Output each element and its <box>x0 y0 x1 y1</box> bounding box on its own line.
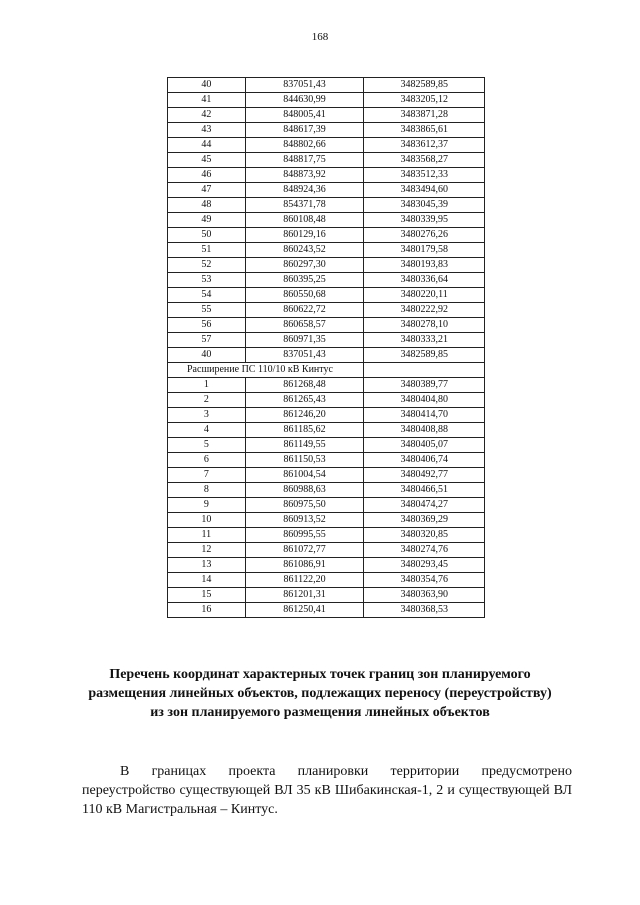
x-coordinate-cell: 861072,77 <box>245 543 364 558</box>
table-row <box>168 93 485 108</box>
table-row <box>168 573 485 588</box>
section-label: Расширение ПС 110/10 кВ Кинтус <box>168 363 364 378</box>
table-row <box>168 588 485 603</box>
x-coordinate-cell: 861150,53 <box>245 453 364 468</box>
point-number-cell: 54 <box>168 288 246 303</box>
y-coordinate-cell: 3480320,85 <box>364 528 485 543</box>
point-number-cell: 56 <box>168 318 246 333</box>
y-coordinate-cell: 3480474,27 <box>364 498 485 513</box>
table-row <box>168 123 485 138</box>
y-coordinate-cell: 3483045,39 <box>364 198 485 213</box>
table-row <box>168 183 485 198</box>
x-coordinate-cell: 860129,16 <box>245 228 364 243</box>
point-number-cell: 43 <box>168 123 246 138</box>
x-coordinate-cell: 861086,91 <box>245 558 364 573</box>
y-coordinate-cell: 3480368,53 <box>364 603 485 618</box>
y-coordinate-cell: 3483205,12 <box>364 93 485 108</box>
point-number-cell: 6 <box>168 453 246 468</box>
y-coordinate-cell: 3480408,88 <box>364 423 485 438</box>
point-number-cell: 3 <box>168 408 246 423</box>
x-coordinate-cell: 860971,35 <box>245 333 364 348</box>
table-row <box>168 288 485 303</box>
y-coordinate-cell: 3483512,33 <box>364 168 485 183</box>
x-coordinate-cell: 861268,48 <box>245 378 364 393</box>
table-row <box>168 198 485 213</box>
point-number-cell: 12 <box>168 543 246 558</box>
y-coordinate-cell: 3480363,90 <box>364 588 485 603</box>
x-coordinate-cell: 861246,20 <box>245 408 364 423</box>
y-coordinate-cell: 3480336,64 <box>364 273 485 288</box>
point-number-cell: 50 <box>168 228 246 243</box>
y-coordinate-cell: 3480406,74 <box>364 453 485 468</box>
x-coordinate-cell: 860297,30 <box>245 258 364 273</box>
y-coordinate-cell: 3483494,60 <box>364 183 485 198</box>
y-coordinate-cell: 3480405,07 <box>364 438 485 453</box>
table-row <box>168 318 485 333</box>
point-number-cell: 40 <box>168 78 246 93</box>
point-number-cell: 5 <box>168 438 246 453</box>
point-number-cell: 44 <box>168 138 246 153</box>
y-coordinate-cell: 3480492,77 <box>364 468 485 483</box>
y-coordinate-cell: 3480278,10 <box>364 318 485 333</box>
table-row <box>168 258 485 273</box>
page-number: 168 <box>311 31 329 43</box>
y-coordinate-cell: 3480274,76 <box>364 543 485 558</box>
point-number-cell: 49 <box>168 213 246 228</box>
y-coordinate-cell: 3482589,85 <box>364 78 485 93</box>
y-coordinate-cell: 3483871,28 <box>364 108 485 123</box>
x-coordinate-cell: 861004,54 <box>245 468 364 483</box>
x-coordinate-cell: 844630,99 <box>245 93 364 108</box>
y-coordinate-cell: 3480466,51 <box>364 483 485 498</box>
x-coordinate-cell: 860658,57 <box>245 318 364 333</box>
point-number-cell: 2 <box>168 393 246 408</box>
table-row <box>168 348 485 363</box>
y-coordinate-cell: 3480354,76 <box>364 573 485 588</box>
x-coordinate-cell: 860395,25 <box>245 273 364 288</box>
section-heading: Перечень координат характерных точек границ зон планируемого размещения линейных объектов, подлежащих переносу (переустройству) из зон планируемого размещения линейных объектов <box>88 667 552 720</box>
table-row <box>168 558 485 573</box>
point-number-cell: 7 <box>168 468 246 483</box>
y-coordinate-cell: 3480414,70 <box>364 408 485 423</box>
table-row <box>168 603 485 618</box>
x-coordinate-cell: 861122,20 <box>245 573 364 588</box>
table-row <box>168 378 485 393</box>
table-row <box>168 228 485 243</box>
section-row <box>168 363 485 378</box>
table-row <box>168 138 485 153</box>
table-row <box>168 468 485 483</box>
table-row <box>168 243 485 258</box>
table-row <box>168 483 485 498</box>
y-coordinate-cell: 3480369,29 <box>364 513 485 528</box>
x-coordinate-cell: 837051,43 <box>245 348 364 363</box>
y-coordinate-cell: 3480220,11 <box>364 288 485 303</box>
y-coordinate-cell: 3483865,61 <box>364 123 485 138</box>
point-number-cell: 14 <box>168 573 246 588</box>
point-number-cell: 41 <box>168 93 246 108</box>
x-coordinate-cell: 860243,52 <box>245 243 364 258</box>
y-coordinate-cell: 3480222,92 <box>364 303 485 318</box>
table-row <box>168 528 485 543</box>
x-coordinate-cell: 848924,36 <box>245 183 364 198</box>
x-coordinate-cell: 848817,75 <box>245 153 364 168</box>
x-coordinate-cell: 860975,50 <box>245 498 364 513</box>
coordinates-table <box>167 77 485 618</box>
table-row <box>168 438 485 453</box>
x-coordinate-cell: 861185,62 <box>245 423 364 438</box>
point-number-cell: 53 <box>168 273 246 288</box>
y-coordinate-cell: 3480276,26 <box>364 228 485 243</box>
table-row <box>168 498 485 513</box>
table-row <box>168 513 485 528</box>
point-number-cell: 46 <box>168 168 246 183</box>
table-row <box>168 333 485 348</box>
x-coordinate-cell: 860988,63 <box>245 483 364 498</box>
table-row <box>168 168 485 183</box>
table-row <box>168 423 485 438</box>
point-number-cell: 9 <box>168 498 246 513</box>
table-row <box>168 273 485 288</box>
point-number-cell: 45 <box>168 153 246 168</box>
point-number-cell: 52 <box>168 258 246 273</box>
x-coordinate-cell: 837051,43 <box>245 78 364 93</box>
x-coordinate-cell: 848802,66 <box>245 138 364 153</box>
y-coordinate-cell: 3483568,27 <box>364 153 485 168</box>
x-coordinate-cell: 860995,55 <box>245 528 364 543</box>
point-number-cell: 15 <box>168 588 246 603</box>
x-coordinate-cell: 860550,68 <box>245 288 364 303</box>
table-row <box>168 78 485 93</box>
x-coordinate-cell: 848873,92 <box>245 168 364 183</box>
empty-cell <box>364 363 485 378</box>
x-coordinate-cell: 848617,39 <box>245 123 364 138</box>
y-coordinate-cell: 3482589,85 <box>364 348 485 363</box>
y-coordinate-cell: 3480179,58 <box>364 243 485 258</box>
x-coordinate-cell: 861265,43 <box>245 393 364 408</box>
point-number-cell: 11 <box>168 528 246 543</box>
y-coordinate-cell: 3480339,95 <box>364 213 485 228</box>
point-number-cell: 42 <box>168 108 246 123</box>
point-number-cell: 48 <box>168 198 246 213</box>
point-number-cell: 51 <box>168 243 246 258</box>
table-row <box>168 213 485 228</box>
x-coordinate-cell: 854371,78 <box>245 198 364 213</box>
point-number-cell: 55 <box>168 303 246 318</box>
point-number-cell: 4 <box>168 423 246 438</box>
x-coordinate-cell: 861149,55 <box>245 438 364 453</box>
table-row <box>168 108 485 123</box>
y-coordinate-cell: 3480333,21 <box>364 333 485 348</box>
point-number-cell: 1 <box>168 378 246 393</box>
table-row <box>168 453 485 468</box>
x-coordinate-cell: 861250,41 <box>245 603 364 618</box>
y-coordinate-cell: 3480193,83 <box>364 258 485 273</box>
point-number-cell: 10 <box>168 513 246 528</box>
point-number-cell: 13 <box>168 558 246 573</box>
body-paragraph: В границах проекта планировки территории предусмотрено переустройство существующей ВЛ 35 кВ Шибакинская-1, 2 и существующей ВЛ 110 кВ Магистральная – Кинтус. <box>82 764 572 817</box>
table-row <box>168 153 485 168</box>
x-coordinate-cell: 860622,72 <box>245 303 364 318</box>
point-number-cell: 16 <box>168 603 246 618</box>
table-row <box>168 393 485 408</box>
table-row <box>168 543 485 558</box>
table-row <box>168 303 485 318</box>
point-number-cell: 40 <box>168 348 246 363</box>
y-coordinate-cell: 3480404,80 <box>364 393 485 408</box>
table-row <box>168 408 485 423</box>
y-coordinate-cell: 3480389,77 <box>364 378 485 393</box>
x-coordinate-cell: 848005,41 <box>245 108 364 123</box>
point-number-cell: 57 <box>168 333 246 348</box>
point-number-cell: 8 <box>168 483 246 498</box>
y-coordinate-cell: 3483612,37 <box>364 138 485 153</box>
x-coordinate-cell: 860108,48 <box>245 213 364 228</box>
x-coordinate-cell: 860913,52 <box>245 513 364 528</box>
x-coordinate-cell: 861201,31 <box>245 588 364 603</box>
y-coordinate-cell: 3480293,45 <box>364 558 485 573</box>
point-number-cell: 47 <box>168 183 246 198</box>
